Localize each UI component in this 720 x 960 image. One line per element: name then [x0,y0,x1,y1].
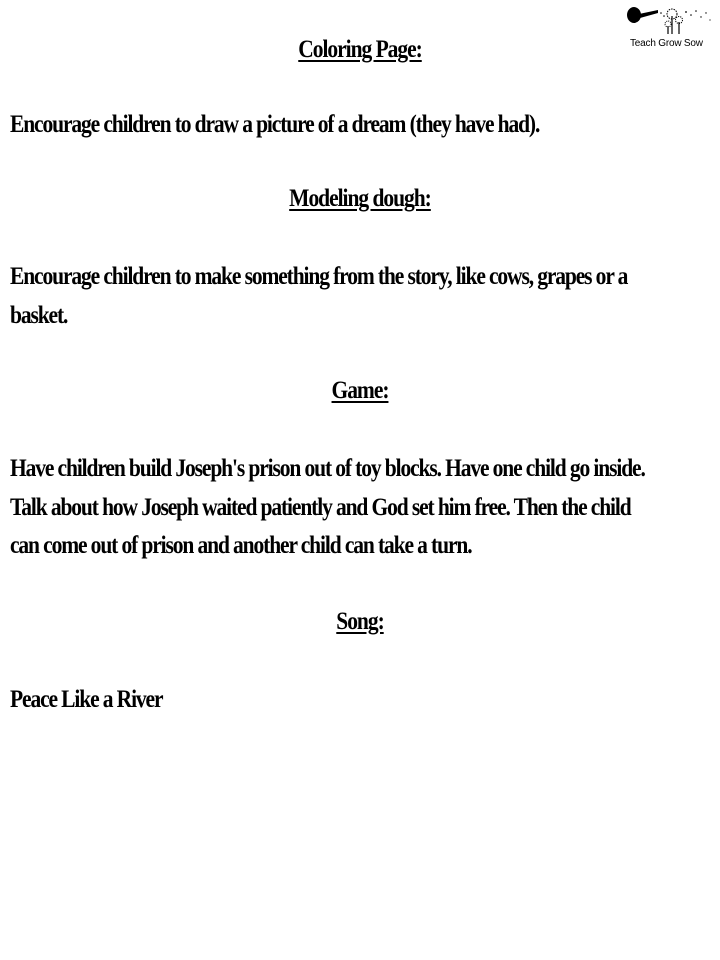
text-line: basket. [10,301,68,329]
text-line: Have children build Joseph's prison out of toy blocks. Have one child go inside. [10,455,645,482]
text-line: Peace Like a River [10,686,163,713]
coloring-page-text [10,106,698,145]
song-text [10,681,698,720]
text-line: Encourage children to draw a picture of a dream (they have had). [10,111,540,138]
modeling-dough-text [10,258,698,335]
text-line: can come out of prison and another child can take a turn. [10,532,472,559]
modeling-dough-heading: Modeling dough: [289,185,431,212]
logo-text: Teach Grow Sow [630,38,703,49]
game-text [10,450,698,566]
coloring-page-heading: Coloring Page: [298,36,422,63]
text-line: Talk about how Joseph waited patiently and God set him free. Then the child [10,493,631,521]
text-line: Encourage children to make something from the story, like cows, grapes or a [10,263,628,290]
game-heading: Game: [331,377,389,404]
song-heading: Song: [336,608,384,635]
